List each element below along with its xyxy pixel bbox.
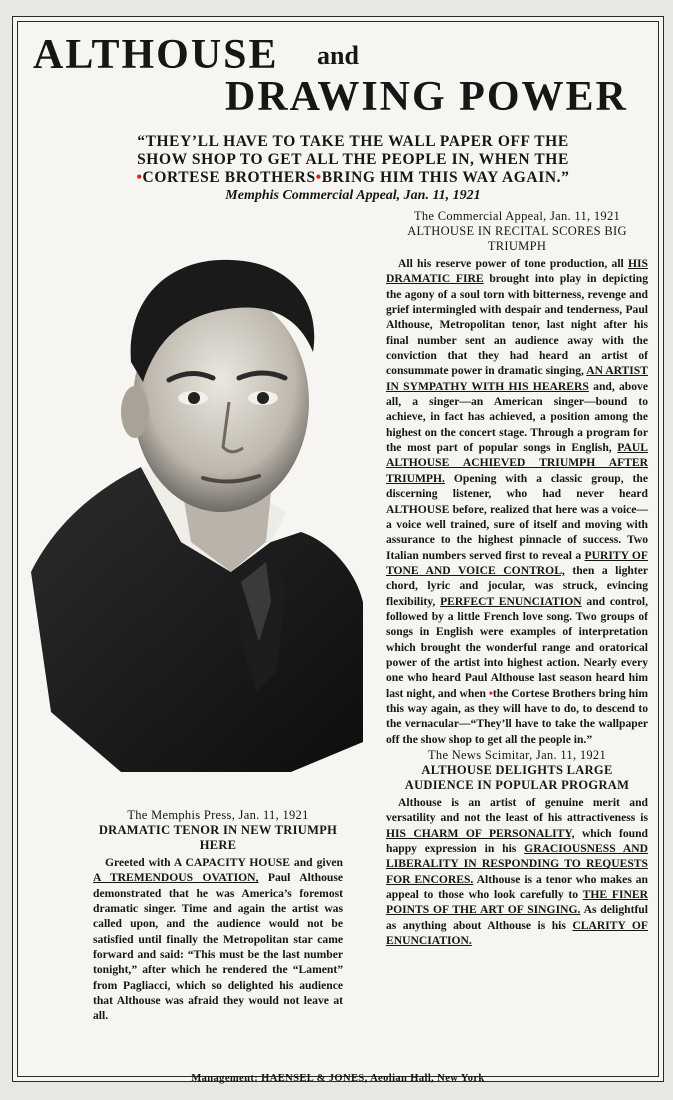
- pull-quote-line: •CORTESE BROTHERS•BRING HIM THIS WAY AGAIN.”: [136, 169, 570, 186]
- commercial-appeal-source: The Commercial Appeal, Jan. 11, 1921: [413, 209, 621, 223]
- news-scimitar-article: Althouse is an artist of genuine merit and versatility and not the least of his attractiveness is HIS CHARM OF PERSONALITY, which found happy expression in his GRACIOUSNESS AND LIBERALITY IN RESPONDING TO REQUESTS FOR ENCORES. Althouse is a tenor who makes an appeal to those who look carefully to THE FINER POINTS OF THE ART OF SINGING. As delightful as anything about Althouse is his CLARITY OF ENUNCIATION.: [386, 796, 648, 948]
- commercial-appeal-headline: ALTHOUSE IN RECITAL SCORES BIG TRIUMPH: [407, 224, 627, 253]
- pull-quote: [93, 133, 613, 187]
- right-column: [386, 209, 648, 948]
- pull-quote-line: “THEY’LL HAVE TO TAKE THE WALL PAPER OFF THE: [137, 133, 569, 150]
- left-column: [93, 808, 343, 1024]
- advertisement-page: [12, 16, 664, 1082]
- headline-drawing-power: DRAWING POWER: [225, 74, 628, 120]
- headline-and: and: [317, 41, 359, 70]
- commercial-appeal-article: All his reserve power of tone production, all HIS DRAMATIC FIRE brought into play in depicting the agony of a soul torn with bitterness, revenge and grief intermingled with despair and tenderness, Paul Althouse, Metropolitan tenor, last night after his final number sent an audience away with the conviction that they had heard an artist of consummate power in dramatic singing, AN ARTIST IN SYMPATHY WITH HIS HEARERS and, above all, a singer—an American singer—bound to achieve, in fact has achieved, a position among the highest on the concert stage. Through a program for the most part of popular songs in English, PAUL ALTHOUSE ACHIEVED TRIUMPH AFTER TRIUMPH. Opening with a classic group, the discerning listener, who had never heard ALTHOUSE before, realized that here was a voice—a voice well trained, sure of itself and moving with assurance to the highest pinnacle of success. Two Italian numbers served first to reveal a PURITY OF TONE AND VOICE CONTROL, then a lighter chord, lyric and jocular, was struck, evincing flexibility, PERFECT ENUNCIATION and control, followed by a little French love song. Two groups of songs in English were examples of interpretation which brought the wonderful range and oratorical power of the artist into highest action. Nearly every one who heard Paul Althouse last season heard him last night, and when •the Cortese Brothers bring him this way again, as they will have to do, to descend to the vernacular—“They’ll have to take the wallpaper off the show shop to get all the people in.”: [386, 257, 648, 746]
- red-dot-icon: •: [136, 169, 143, 186]
- headline-althouse: ALTHOUSE: [33, 32, 279, 78]
- pull-quote-line: SHOW SHOP TO GET ALL THE PEOPLE IN, WHEN THE: [137, 151, 569, 168]
- memphis-press-source: The Memphis Press, Jan. 11, 1921: [127, 808, 309, 822]
- news-scimitar-headline: ALTHOUSE DELIGHTS LARGE AUDIENCE IN POPULAR PROGRAM: [404, 763, 630, 792]
- red-dot-icon: •: [488, 686, 493, 700]
- memphis-press-article: Greeted with A CAPACITY HOUSE and given A TREMENDOUS OVATION, Paul Althouse demonstrated that he was America’s foremost dramatic singer. Time and again the artist was called upon, and the audience would not be satisfied until finally the Metropolitan star came forward and said: “This must be the last number tonight,” after which he rendered the “Lament” from Pagliacci, which so delighted his audience that Althouse was afraid they would not leave at all.: [93, 856, 343, 1023]
- pull-quote-source: Memphis Commercial Appeal, Jan. 11, 1921: [225, 188, 481, 203]
- news-scimitar-source: The News Scimitar, Jan. 11, 1921: [427, 748, 607, 762]
- portrait-photo: [31, 242, 363, 772]
- red-dot-icon: •: [315, 169, 322, 186]
- memphis-press-headline: DRAMATIC TENOR IN NEW TRIUMPH HERE: [98, 823, 338, 852]
- management-credit: Management: HAENSEL & JONES, Aeolian Hall, New York: [191, 1073, 485, 1084]
